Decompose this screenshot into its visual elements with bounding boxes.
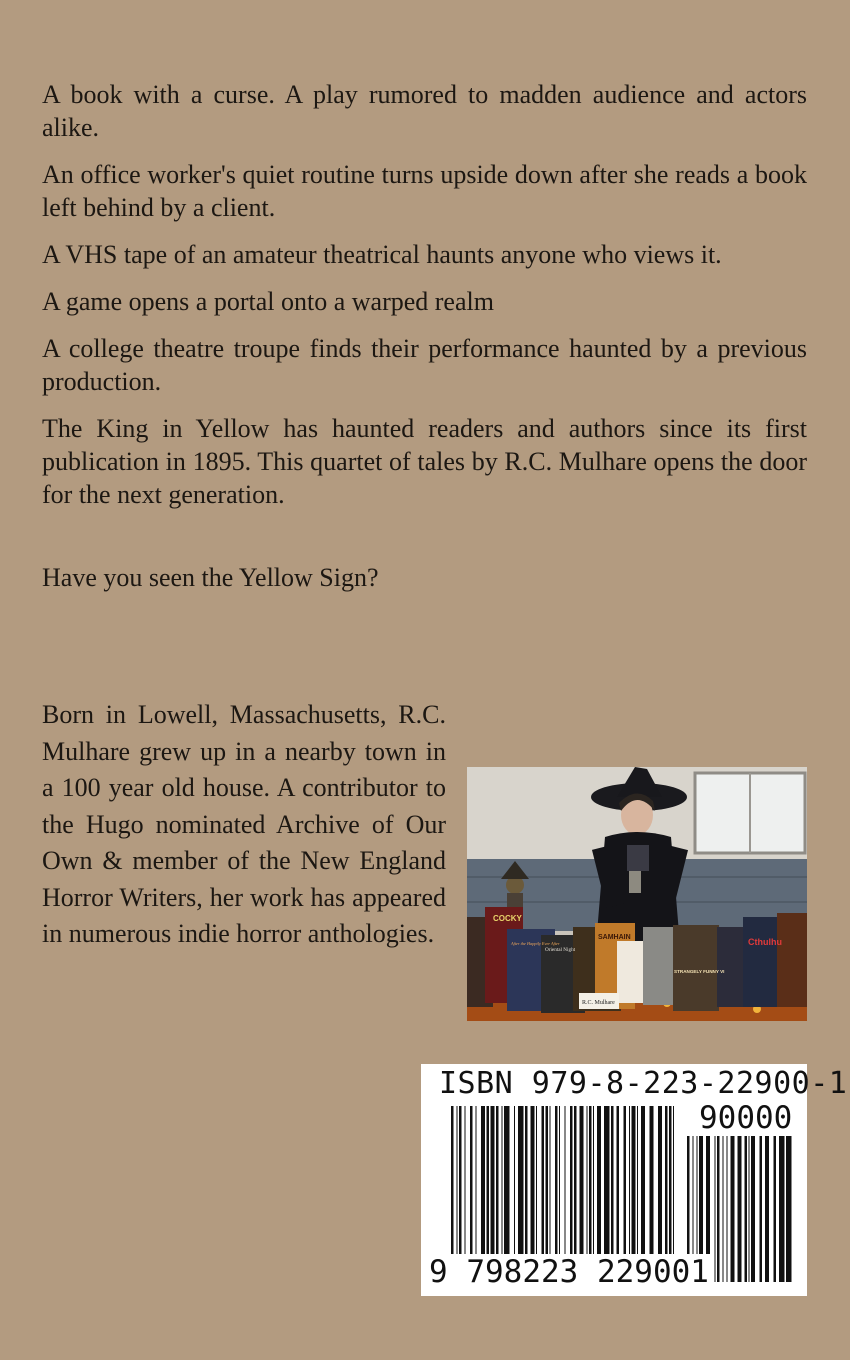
barcode-bar (727, 1136, 728, 1282)
back-cover-blurb (42, 78, 807, 608)
barcode-bar (751, 1136, 755, 1282)
blurb-paragraph-game: A game opens a portal onto a warped realm (42, 287, 494, 316)
photo-book-cocky: COCKY (493, 914, 522, 923)
blurb-paragraph-curse: A book with a curse. A play rumored to madden audience and actors alike. (42, 80, 807, 142)
barcode-bar (779, 1136, 785, 1282)
blurb-question: Have you seen the Yellow Sign? (42, 563, 379, 592)
blurb-paragraph-theatre: A college theatre troupe finds their performance haunted by a previous production. (42, 334, 807, 396)
blurb-paragraph-office-worker: An office worker's quiet routine turns upside down after she reads a book left behind by a client. (42, 160, 807, 222)
photo-book-samhain: SAMHAIN (598, 934, 631, 941)
barcode-bar (723, 1136, 724, 1282)
price-code: 90000 (699, 1100, 793, 1136)
barcode-bar (738, 1136, 742, 1282)
photo-book-oriental: Oriental Night (545, 947, 576, 953)
isbn-number: ISBN 979-8-223-22900-1 (439, 1066, 848, 1101)
barcode-bar (745, 1136, 748, 1282)
barcode-bar (786, 1136, 792, 1282)
ean-number: 9 798223 229001 (429, 1254, 709, 1290)
barcode-bar (715, 1136, 716, 1282)
photo-book-after: After the Happily Ever After (511, 941, 560, 946)
photo-book-cthulhu: Cthulhu (748, 937, 782, 947)
author-bio: Born in Lowell, Massachusetts, R.C. Mulhare grew up in a nearby town in a 100 year old house. A contributor to the Hugo nominated Archive of Our Own & member of the New England Horror Writers, her work has appeared in numerous indie horror anthologies. (42, 700, 446, 948)
barcode-bar (774, 1136, 777, 1282)
barcode-bar (749, 1136, 750, 1282)
barcode-bar (717, 1136, 720, 1282)
barcode-bar (760, 1136, 763, 1282)
author-photo-illustration (467, 767, 807, 1021)
blurb-paragraph-vhs: A VHS tape of an amateur theatrical haunts anyone who views it. (42, 240, 722, 269)
blurb-paragraph-king-in-yellow: The King in Yellow has haunted readers and authors since its first publication in 1895. This quartet of tales by R.C. Mulhare opens the door for the next generation. (42, 414, 807, 509)
barcode-bar (731, 1136, 735, 1282)
barcode-bar (765, 1136, 769, 1282)
photo-name-card: R.C. Mulhare (582, 1000, 615, 1006)
photo-book-strangely-funny: STRANGELY FUNNY VI (674, 969, 725, 974)
author-photo (467, 767, 807, 1021)
isbn-barcode (421, 1064, 848, 1296)
